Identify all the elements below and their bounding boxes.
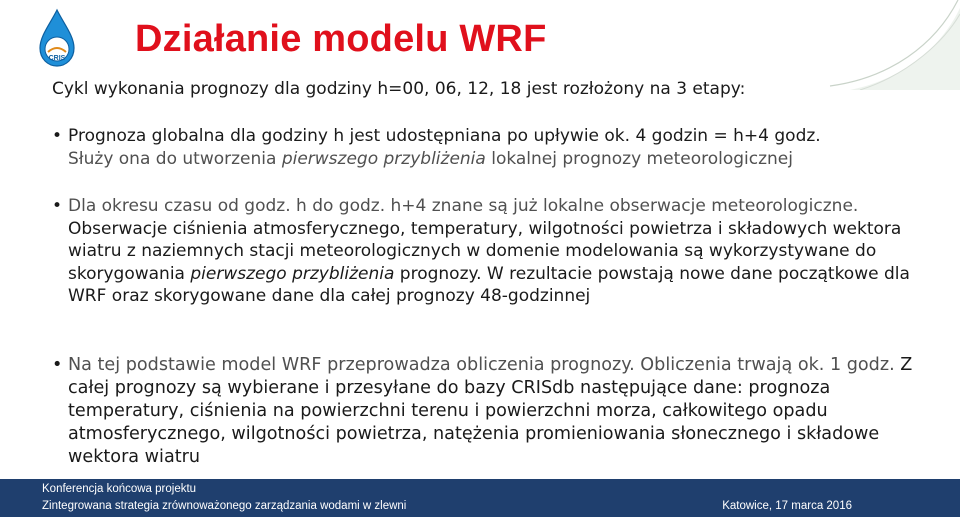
bullet-2-emphasis: pierwszego przybliżenia (190, 263, 395, 284)
bullet-1-line-2a: Służy ona do utworzenia (68, 148, 282, 169)
bullet-item-2 (52, 195, 922, 308)
slide-title: Działanie modelu WRF (135, 18, 547, 60)
bullet-1-emphasis: pierwszego przybliżenia (281, 148, 486, 169)
footer-bar (0, 479, 960, 517)
bullet-marker: • (52, 355, 63, 375)
bullet-2-part-c: prognozy. W rezultacie powstają nowe dane początkowe dla WRF oraz skorygowane dane dla całej prognozy 48-godzinnej (68, 263, 916, 306)
bullet-3-part-a: Na tej podstawie model WRF przeprowadza obliczenia prognozy. Obliczenia trwają ok. 1 godz. (68, 355, 901, 375)
bullet-item-3 (52, 354, 922, 469)
footer-date-location: Katowice, 17 marca 2016 (722, 500, 852, 512)
bullet-1-line-2b: lokalnej prognozy meteorologicznej (485, 148, 793, 169)
bullet-3-part-b: Z całej prognozy są wybierane i przesyłane do bazy CRISdb następujące dane: prognoza temperatury, ciśnienia na powierzchni terenu i powierzchni morza, całkowitego opadu atmosferycznego, wilgotności powietrza, natężenia promieniowania słonecznego i składowe wektora wiatru (68, 355, 918, 467)
bullet-item-1 (52, 125, 922, 170)
bullet-2-part-a: Dla okresu czasu od godz. h do godz. h+4 znane są już lokalne obserwacje meteorologiczne. (68, 196, 864, 216)
bullet-marker: • (52, 196, 63, 216)
logo-text: CRIS (48, 55, 66, 62)
footer-conference: Konferencja końcowa projektu (42, 483, 197, 495)
bullet-2-part-b: Obserwacje ciśnienia atmosferycznego, temperatury, wilgotności powietrza i składowych wektora wiatru z naziemnych stacji meteorologicznych w domenie modelowania są wykorzystywane do skorygowania (68, 218, 907, 284)
bullet-marker: • (52, 126, 63, 146)
cris-logo (36, 8, 78, 68)
corner-decoration (770, 0, 960, 90)
bullet-1-line-1: Prognoza globalna dla godziny h jest udostępniana po upływie ok. 4 godzin = h+4 godz. (68, 126, 821, 146)
footer-project-title: Zintegrowana strategia zrównoważonego zarządzania wodami w zlewni (42, 500, 407, 512)
intro-text: Cykl wykonania prognozy dla godziny h=00, 06, 12, 18 jest rozłożony na 3 etapy: (52, 79, 746, 99)
